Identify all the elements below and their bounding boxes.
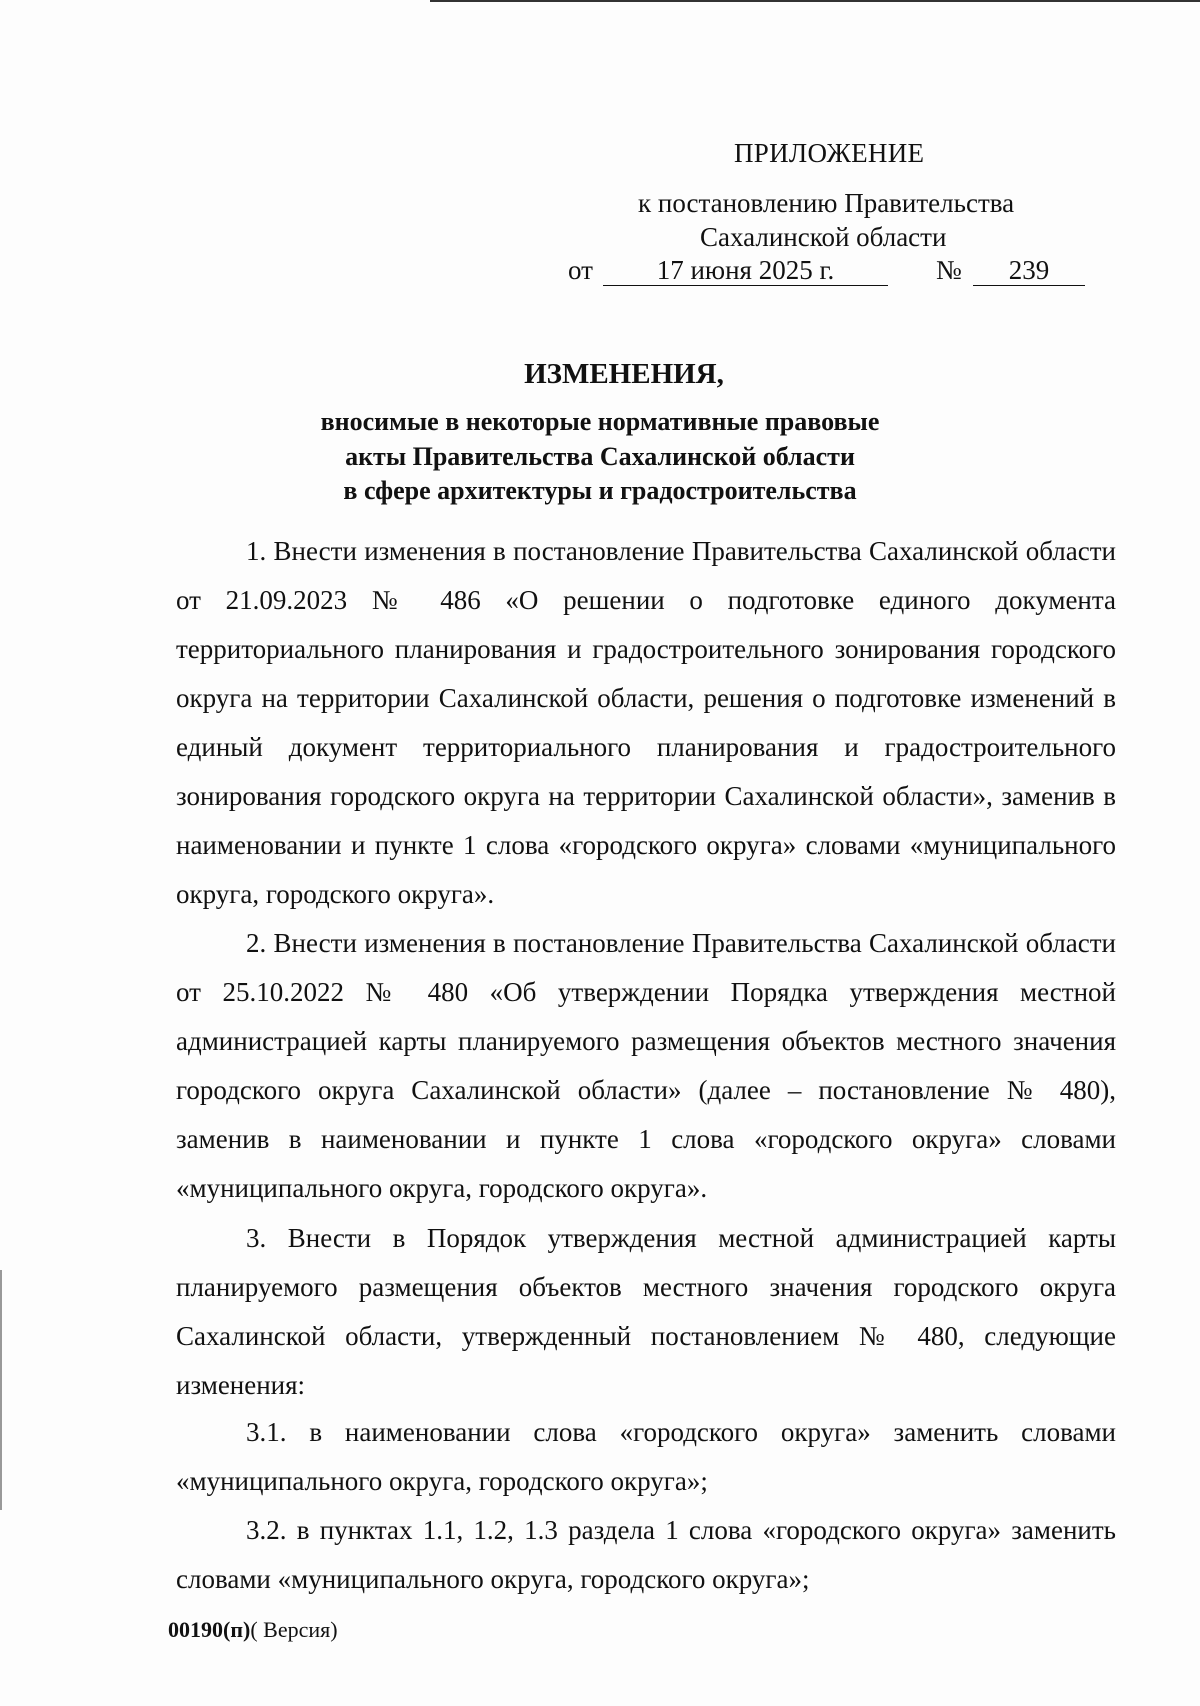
footer-code: 00190(п) <box>168 1617 251 1642</box>
document-subtitle-line1: вносимые в некоторые нормативные правовые <box>320 407 880 436</box>
scan-edge-line <box>430 0 1200 2</box>
document-footer-code <box>168 1617 338 1643</box>
footer-version: ( Версия) <box>250 1617 338 1642</box>
paragraph-1: 1. Внести изменения в постановление Правительства Сахалинской области от 21.09.2023 № 486 «О решении о подготовке единого документа территориального планирования и градостроительного зонирования городского округа на территории Сахалинской области, решения о подготовке изменений в единый документ территориального планирования и градостроительного зонирования городского округа на территории Сахалинской области», заменив в наименовании и пункте 1 слова «городского округа» словами «муниципального округа, городского округа». <box>176 536 1116 909</box>
paragraph-3: 3. Внести в Порядок утверждения местной администрацией карты планируемого размещения объектов местного значения городского округа Сахалинской области, утвержденный постановлением № 480, следующие изменения: <box>176 1223 1116 1400</box>
paragraph-2: 2. Внести изменения в постановление Правительства Сахалинской области от 25.10.2022 № 480 «Об утверждении Порядка утверждения местной администрацией карты планируемого размещения объектов местного значения городского округа Сахалинской области» (далее – постановление № 480), заменив в наименовании и пункте 1 слова «городского округа» словами «муниципального округа, городского округа». <box>176 928 1116 1203</box>
appendix-label: ПРИЛОЖЕНИЕ <box>734 138 925 168</box>
paragraph-3-2: 3.2. в пунктах 1.1, 1.2, 1.3 раздела 1 слова «городского округа» заменить словами «муниципального округа, городского округа»; <box>176 1515 1116 1594</box>
decree-reference-line2: Сахалинской области <box>700 222 947 252</box>
document-subtitle-line3: в сфере архитектуры и градостроительства <box>343 476 857 505</box>
paragraph-3-1: 3.1. в наименовании слова «городского округа» заменить словами «муниципального округа, городского округа»; <box>176 1417 1116 1496</box>
number-label: № <box>936 255 962 285</box>
decree-date: 17 июня 2025 г. <box>603 255 888 286</box>
from-label: от <box>568 255 593 285</box>
document-title: ИЗМЕНЕНИЯ, <box>524 358 724 390</box>
decree-reference-line1: к постановлению Правительства <box>638 188 1015 218</box>
document-subtitle-line2: акты Правительства Сахалинской области <box>345 442 855 471</box>
scan-binding-mark <box>0 1270 2 1510</box>
decree-date-number-line <box>568 255 1118 291</box>
decree-number: 239 <box>973 255 1085 286</box>
